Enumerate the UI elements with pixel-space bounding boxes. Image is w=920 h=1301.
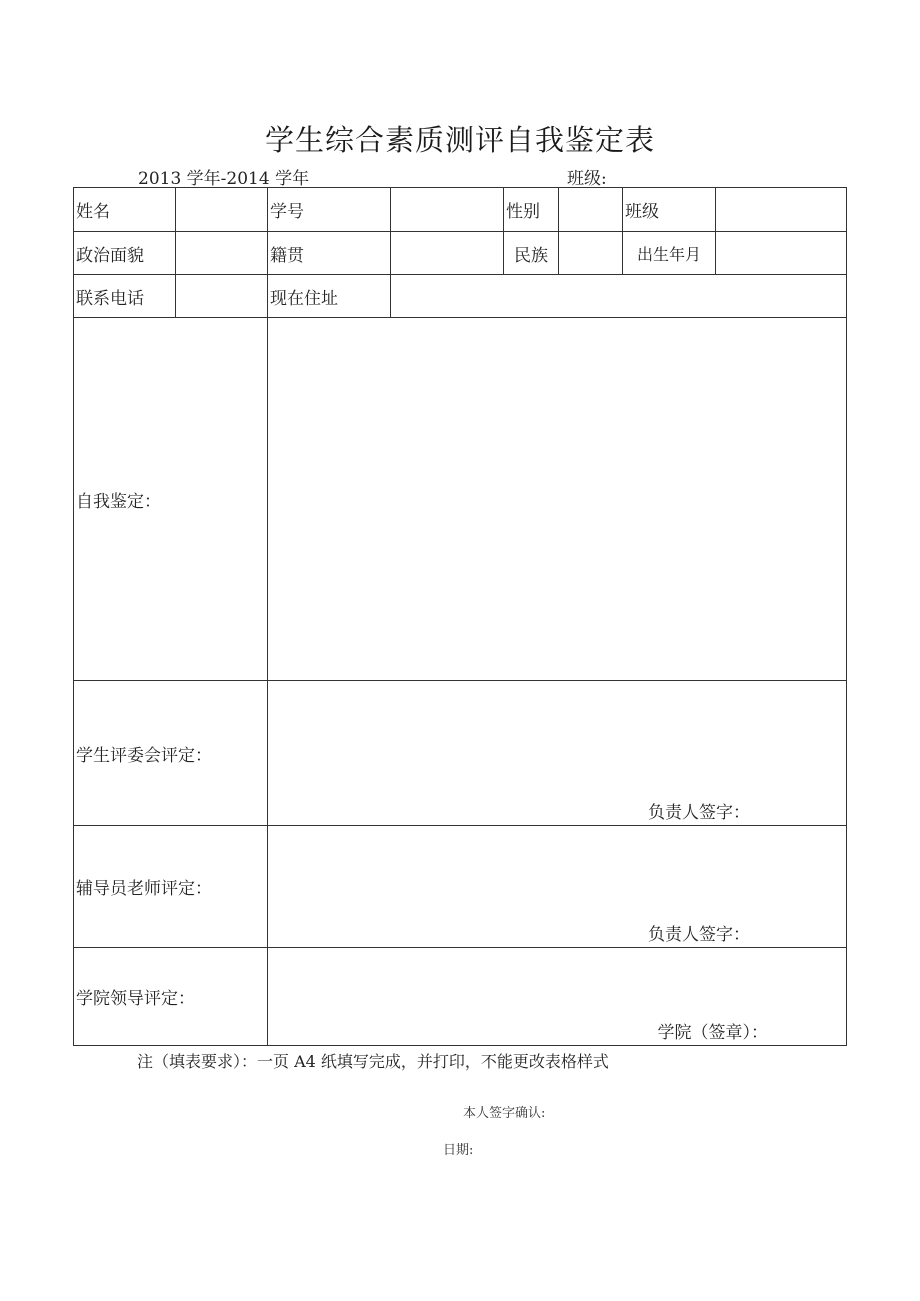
- filling-note: 注（填表要求）：一页 A4 纸填写完成，并打印，不能更改表格样式: [137, 1052, 609, 1071]
- school-year: 2013 学年-2014 学年: [138, 169, 310, 189]
- political-status-field[interactable]: [176, 232, 268, 275]
- counselor-sign-label: 负责人签字：: [648, 925, 750, 945]
- info-row-2: [74, 232, 847, 275]
- leader-assessment-label: 学院领导评定：: [74, 948, 268, 1046]
- leader-row: [74, 948, 847, 1046]
- birth-date-label: 出生年月: [623, 232, 716, 275]
- gender-field[interactable]: [559, 188, 623, 232]
- evaluation-form-table: [73, 187, 847, 1046]
- counselor-row: [74, 826, 847, 948]
- class-field[interactable]: [716, 188, 847, 232]
- college-seal-label: 学院（签章）：: [657, 1023, 768, 1043]
- leader-assessment-field[interactable]: [268, 948, 847, 1046]
- gender-label: 性别: [504, 188, 559, 232]
- form-title: 学生综合素质测评自我鉴定表: [264, 123, 655, 157]
- self-assessment-field[interactable]: [268, 318, 847, 681]
- self-assessment-row: [74, 318, 847, 681]
- class-label: 班级: [623, 188, 716, 232]
- counselor-assessment-field[interactable]: [268, 826, 847, 948]
- ethnicity-field[interactable]: [559, 232, 623, 275]
- phone-field[interactable]: [176, 275, 268, 318]
- committee-sign-label: 负责人签字：: [648, 803, 750, 823]
- counselor-assessment-label: 辅导员老师评定：: [74, 826, 268, 948]
- political-status-label: 政治面貌: [74, 232, 176, 275]
- committee-row: [74, 681, 847, 826]
- name-field[interactable]: [176, 188, 268, 232]
- name-label: 姓名: [74, 188, 176, 232]
- student-id-field[interactable]: [391, 188, 504, 232]
- native-place-field[interactable]: [391, 232, 504, 275]
- class-header-label: 班级:: [567, 169, 607, 189]
- native-place-label: 籍贯: [268, 232, 391, 275]
- committee-assessment-field[interactable]: [268, 681, 847, 826]
- self-confirm-label: 本人签字确认:: [463, 1106, 546, 1121]
- phone-label: 联系电话: [74, 275, 176, 318]
- info-row-1: [74, 188, 847, 232]
- date-label: 日期:: [443, 1143, 474, 1158]
- self-assessment-label: 自我鉴定：: [74, 318, 268, 681]
- address-label: 现在住址: [268, 275, 391, 318]
- birth-date-field[interactable]: [716, 232, 847, 275]
- ethnicity-label: 民族: [504, 232, 559, 275]
- info-row-3: [74, 275, 847, 318]
- committee-assessment-label: 学生评委会评定：: [74, 681, 268, 826]
- address-field[interactable]: [391, 275, 847, 318]
- student-id-label: 学号: [268, 188, 391, 232]
